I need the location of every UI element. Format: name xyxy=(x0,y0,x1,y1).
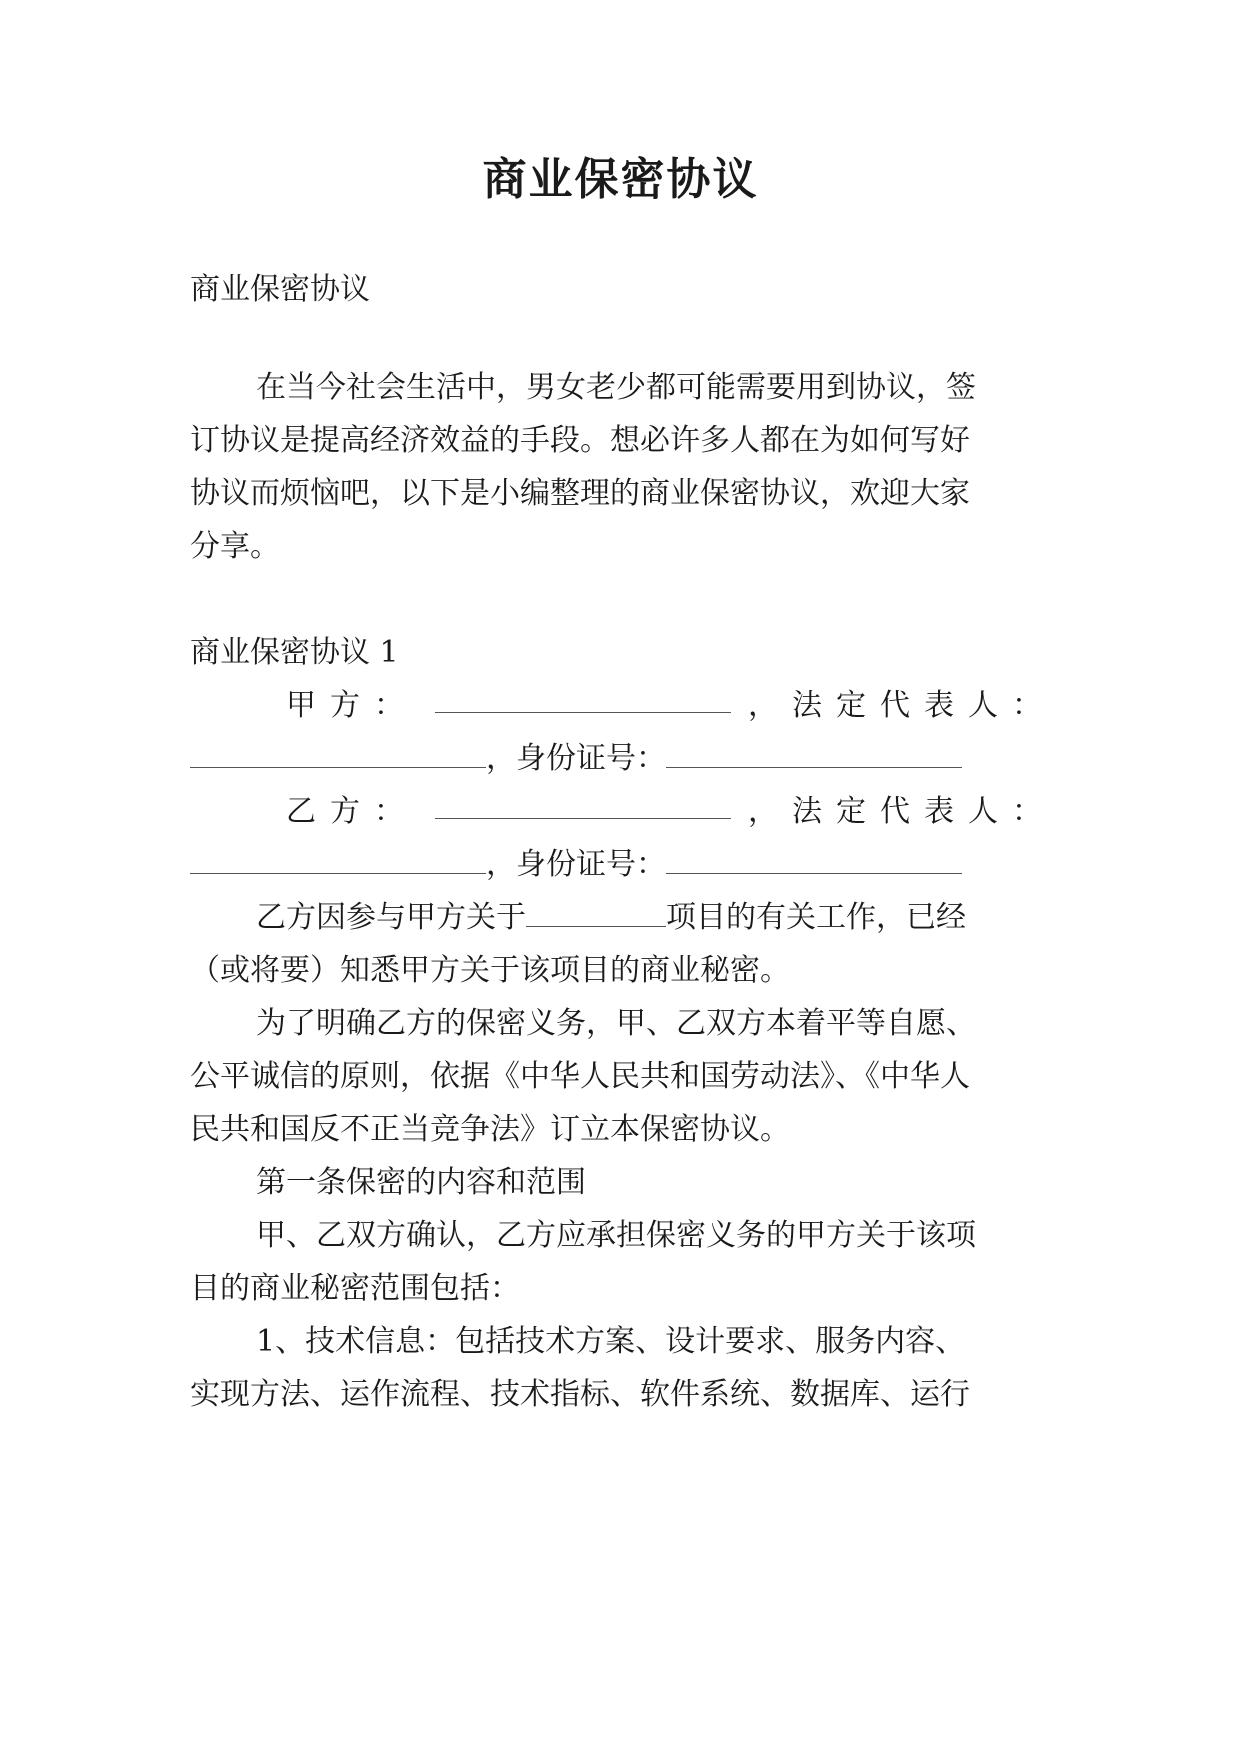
intro-line-3: 协议而烦恼吧，以下是小编整理的商业保密协议，欢迎大家 xyxy=(190,476,970,511)
para2-line-1: 为了明确乙方的保密义务，甲、乙双方本着平等自愿、 xyxy=(256,1006,976,1041)
party-b-rep-label: ，法定代表人： xyxy=(748,794,1056,829)
party-a-label: 甲方： xyxy=(286,688,418,723)
party-a-line xyxy=(286,686,1056,726)
party-a-rep-label: ，法定代表人： xyxy=(748,688,1056,723)
party-a-id-label: ，身份证号： xyxy=(486,741,666,776)
party-a-rep-blank[interactable] xyxy=(190,741,486,768)
party-b-line xyxy=(286,792,1056,832)
para1-text-a: 乙方因参与甲方关于 xyxy=(256,900,526,935)
party-b-name-blank[interactable] xyxy=(435,792,731,819)
party-b-label: 乙方： xyxy=(286,794,418,829)
para4-line-2: 实现方法、运作流程、技术指标、软件系统、数据库、运行 xyxy=(190,1377,970,1412)
article1-title: 第一条保密的内容和范围 xyxy=(256,1165,586,1200)
party-a-id-blank[interactable] xyxy=(666,741,962,768)
para1-line-2: （或将要）知悉甲方关于该项目的商业秘密。 xyxy=(190,953,790,988)
document-title: 商业保密协议 xyxy=(482,154,759,205)
intro-line-4: 分享。 xyxy=(190,529,280,564)
project-name-blank[interactable] xyxy=(526,900,666,927)
intro-line-2: 订协议是提高经济效益的手段。想必许多人都在为如何写好 xyxy=(190,423,970,458)
party-a-name-blank[interactable] xyxy=(435,686,731,713)
document-subtitle: 商业保密协议 xyxy=(190,272,370,307)
intro-line-1: 在当今社会生活中，男女老少都可能需要用到协议，签 xyxy=(256,370,976,405)
party-b-id-label: ，身份证号： xyxy=(486,847,666,882)
party-b-id-blank[interactable] xyxy=(666,847,962,874)
para3-line-1: 甲、乙双方确认，乙方应承担保密义务的甲方关于该项 xyxy=(256,1218,976,1253)
party-b-rep-blank[interactable] xyxy=(190,847,486,874)
party-b-id-line xyxy=(190,845,1050,885)
para2-line-3: 民共和国反不正当竞争法》订立本保密协议。 xyxy=(190,1112,790,1147)
para3-line-2: 目的商业秘密范围包括： xyxy=(190,1271,520,1306)
para1-text-b: 项目的有关工作，已经 xyxy=(666,900,966,935)
agreement-heading: 商业保密协议 1 xyxy=(190,635,399,670)
para1-line-1 xyxy=(256,898,1056,938)
para2-line-2: 公平诚信的原则，依据《中华人民共和国劳动法》、《中华人 xyxy=(190,1059,970,1094)
para4-line-1: 1、技术信息：包括技术方案、设计要求、服务内容、 xyxy=(256,1324,966,1359)
party-a-id-line xyxy=(190,739,1050,779)
